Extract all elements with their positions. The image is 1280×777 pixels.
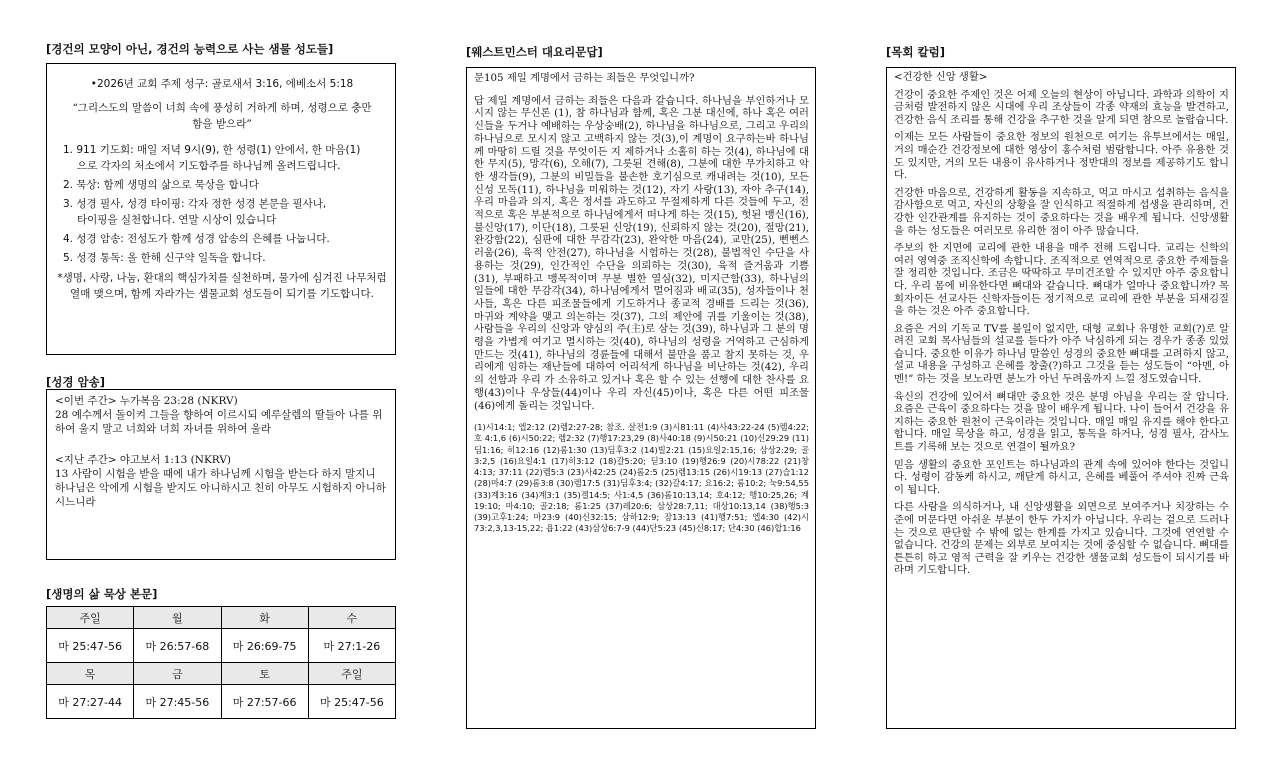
column-paragraph: 이제는 모든 사람들이 중요한 정보의 원천으로 여기는 유투브에서는 매일, 거의 매순간 건강정보에 대한 영상이 홍수처럼 범람합니다. 아주 유용한 것도 있지만, 거의 모든 내용이 유사하거나 정반대의 정보를 제공하기도 합니다.: [894, 131, 1229, 182]
pastor-column-box: [886, 67, 1236, 729]
theme-item-text: 4. 성경 암송: 전성도가 함께 성경 암송의 은혜를 나눕니다.: [63, 233, 330, 245]
theme-item-transcription: [63, 196, 387, 228]
last-week-verse-reference: <지난 주간> 야고보서 1:13 (NKRV): [55, 453, 232, 466]
theme-item-text: 1. 911 기도회: 매일 저녁 9시(9), 한 성령(1) 안에서, 한 마음(1): [63, 144, 361, 156]
catechism-header: [웨스트민스터 대요리문답]: [466, 45, 603, 59]
passage-cell: 마 27:27-44: [47, 685, 134, 719]
passage-cell: 마 27:1-26: [308, 629, 395, 663]
column-paragraph: 건강한 마음으로, 건강하게 활동을 지속하고, 먹고 마시고 섭취하는 음식을 감사함으로 먹고, 자신의 상황을 잘 인식하고 적절하게 섭생을 관리하며, 건강한 인간관계를 유지하는 것이 중요하다는 것을 배우게 됩니다. 신앙생활을 하는 성도들은 여러모로 유리한 점이 아주 많습니다.: [894, 186, 1229, 237]
day-cell: 주일: [308, 663, 395, 685]
meditation-header: [생명의 삶 묵상 본문]: [46, 587, 158, 601]
theme-item-text: 2. 묵상: 함께 생명의 삶으로 묵상을 합니다: [63, 179, 259, 191]
theme-item-subtext: 타이핑을 실천합니다. 연말 시상이 있습니다: [77, 214, 277, 226]
day-cell: 주일: [47, 607, 134, 629]
pastor-column-header: [목회 칼럼]: [886, 45, 945, 59]
meditation-schedule-table: [46, 606, 396, 719]
table-row: [47, 607, 396, 629]
day-cell: 수: [308, 607, 395, 629]
passage-cell: 마 25:47-56: [308, 685, 395, 719]
passage-cell: 마 27:45-56: [134, 685, 221, 719]
column-paragraph: 건강이 중요한 주제인 것은 어제 오늘의 현상이 아닙니다. 과학과 의학이 지금처럼 발전하지 않은 시대에 우리 조상들이 각종 약재의 효능을 발견하고, 건강한 음식 조리를 통해 건강을 추구한 것을 알게 되면 참으로 놀랍습니다.: [894, 88, 1229, 126]
theme-verse-quote: “그리스도의 말씀이 너희 속에 풍성히 거하게 하며, 성령으로 충만함을 받으라”: [72, 102, 372, 130]
passage-cell: 마 26:57-68: [134, 629, 221, 663]
theme-item-text: 5. 성경 통독: 올 한해 신구약 일독을 합니다.: [63, 252, 266, 264]
theme-item-text: 3. 성경 필사, 성경 타이핑: 각자 정한 성경 본문을 필사나,: [63, 198, 327, 210]
column-paragraph: 믿음 생활의 중요한 포인트는 하나님과의 관계 속에 있어야 한다는 것입니다. 성령이 감동케 하시고, 깨닫게 하시고, 은혜를 베풀어 주셔야 진짜 근육이 됩니다.: [894, 458, 1229, 496]
theme-item-memorization: [63, 231, 387, 247]
passage-cell: 마 27:57-66: [221, 685, 308, 719]
day-cell: 금: [134, 663, 221, 685]
verse-memory-header: [성경 암송]: [46, 375, 105, 389]
table-row: [47, 663, 396, 685]
day-cell: 월: [134, 607, 221, 629]
verse-memory-box: [46, 389, 396, 560]
passage-cell: 마 26:69-75: [221, 629, 308, 663]
catechism-box: [466, 67, 816, 729]
catechism-question: 문105 제일 계명에서 금하는 죄들은 무엇입니까?: [474, 72, 695, 84]
table-row: [47, 629, 396, 663]
column-paragraph: 다른 사람을 의식하거나, 내 신앙생활을 외면으로 보여주거나 치장하는 수준에 머문다면 아쉬운 부분이 한두 가지가 아닙니다. 우리는 겉으로 드러나는 것으로 판단할 수 밖에 없는 한계를 가지고 있습니다. 그것에 연연할 수 없습니다. 건강의 문제는 외부로 보여지는 것에 중심할 수 없습니다. 뼈대를 튼튼히 하고 영적 근력을 잘 키우는 건강한 샘물교회 성도들이 되시기를 바라며 기도합니다.: [894, 501, 1229, 577]
church-theme-box: [46, 63, 396, 355]
theme-item-prayer: [63, 142, 387, 174]
theme-item-reading: [63, 250, 387, 266]
column-title: <건강한 신앙 생활>: [894, 71, 988, 83]
catechism-references: (1)시14:1; 엡2:12 (2)렘2:27-28; 참조. 살전1:9 (3)시81:11 (4)사43:22-24 (5)렘4:22; 호 4:1,6 (6)시50:22; 렘2:32 (7)행17:23,29 (8)사40:18 (9)시50:21 (10)신29:29 (11)딤1:16; 히12:16 (12)롬1:30 (13)딤후3:2 (14)빌2:21 (15)요일2:15,16; 삼상2:29; 골3:2,5 (16)요일4:1 (17)히3:12 (18)갈5:20; 딛3:10 (19)행26:9 (20)시78:22 (21)창4:13; 37:11 (22)렘5:3 (23)사42:25 (24)롬2:5 (25)렘13:15 (26)시19:13 (27)습1:12 (28)마4:7 (29)롬3:8 (30)렘17:5 (31)딤후3:4; (32)갈4:17; 요16:2; 롬10:2; 눅9:54,55 (33)계3:16 (34)계3:1 (35)겔14:5; 사1:4,5 (36)롬10:13,14; 호4:12; 행10:25,26; 계19:10; 마4:10; 골2:18; 롬1:25 (37)레20:6; 삼상28:7,11; 대상10:13,14 (38)행5:3 (39)고후1:24; 마23:9 (40)신32:15; 삼하12:9; 잠13:13 (41)행7:51; 엡4:30 (42)시73:2,3,13-15,22; 욥1:22 (43)삼상6:7-9 (44)단5:23 (45)신8:17; 단4:30 (46)합1:16: [474, 422, 809, 534]
day-cell: 목: [47, 663, 134, 685]
table-row: [47, 685, 396, 719]
theme-verse-title: •2026년 교회 주제 성구: 골로새서 3:16, 에베소서 5:18: [90, 78, 354, 90]
theme-core-values-note: *생명, 사랑, 나눔, 환대의 핵심가치를 실천하며, 물가에 심겨진 나무처럼 열매 맺으며, 함께 자라가는 샘물교회 성도들이 되기를 기도합니다.: [57, 272, 387, 300]
catechism-answer: 답 제일 계명에서 금하는 죄들은 다음과 같습니다. 하나님을 부인하거나 모시지 않는 무신론 (1), 참 하나님과 함께, 혹은 그분 대신에, 하나 혹은 여러 신들을 두거나 예배하는 우상숭배(2), 하나님을 하나님으로, 그리고 우리의 하나님으로 모시지 않고 고백하지 않는 것(3),이 계명이 요구하는바 하나님께 마땅히 드릴 것을 무엇이든 지 제하거나 소홀히 하는 것(4), 하나님에 대한 무지(5), 망각(6), 오해(7), 그릇된 견해(8), 그분에 대한 무가치하고 악한 생각들(9), 그분의 비밀들을 불손한 호기심으로 캐내려는 것(10), 모든 신성 모독(11), 하나님을 미워하는 것(12), 자기 사랑(13), 자아 추구(14), 우리 마음과 의지, 혹은 정서를 과도하고 무절제하게 다른 것들에 두고, 전적으로 혹은 부분적으로 하나님에게서 떠나게 하는 것(15), 헛된 맹신(16), 불신앙(17), 이단(18), 그릇된 신앙(19), 신뢰하지 않는 것(20), 절망(21), 완강함(22), 심판에 대한 무감각(23), 완악한 마음(24), 교만(25), 뻔뻔스러움(26), 육적 안전(27), 하나님을 시험하는 것(28), 불법적인 수단을 사용하는 것(29), 인간적인 수단을 의뢰하는 것(30), 육적 즐거움과 기쁨(31), 부패하고 맹목적이며 무분 별한 열심(32), 미지근함(33), 하나님의 일들에 대한 무감각(34), 하나님에게서 멀어짐과 배교(35), 성자들이나 천사들, 혹은 다른 피조물들에게 기도하거나 종교적 경배를 드리는 것(36), 마귀와 계약을 맺고 의논하는 것(37), 그의 제안에 귀를 기울이는 것(38), 사람들을 우리의 신앙과 양심의 주(主)로 삼는 것(39), 하나님과 그 분의 명령을 가볍게 여기고 멸시하는 것(40), 하나님의 성령을 거역하고 근심하게 만드는 것(41), 하나님의 경륜들에 대해서 불만을 품고 참지 못하는 것, 우리에게 임하는 재난들에 대하여 어리석게 하나님을 비난하는 것(42), 우리의 선함과 우리 가 소유하고 있거나 혹은 할 수 있는 선행에 대한 찬사를 요행(43)이나 우상들(44)이나 우리 자신(45)이나, 혹은 다른 어떤 피조물(46)에게 돌리는 것입니다.: [474, 94, 809, 412]
day-cell: 토: [221, 663, 308, 685]
last-week-verse-text: 13 사람이 시험을 받을 때에 내가 하나님께 시험을 받는다 하지 말지니 하나님은 악에게 시험을 받지도 아니하시고 친히 아무도 시험하지 아니하시느니라: [55, 467, 386, 509]
this-week-verse-text: 28 예수께서 돌이켜 그들을 향하여 이르시되 예루살렘의 딸들아 나를 위하여 울지 말고 너희와 너희 자녀를 위하여 울라: [55, 409, 383, 436]
day-cell: 화: [221, 607, 308, 629]
theme-section-header: [경건의 모양이 아닌, 경건의 능력으로 사는 샘물 성도들]: [46, 42, 334, 56]
column-paragraph: 육신의 건강에 있어서 뼈대만 중요한 것은 분명 아님을 우리는 잘 압니다. 요즘은 근육이 중요하다는 것을 많이 배우게 됩니다. 나이 들어서 건강을 유지하는 중요한 원천이 근육이라는 것입니다. 매일 매일 유지를 해야 한다고 합니다. 매일 묵상을 하고, 성경을 읽고, 통독을 하거나, 성경 필사, 감사노트를 기록해 보는 것으로 연결이 될까요?: [894, 390, 1229, 454]
column-paragraph: 주보의 한 지면에 교리에 관한 내용을 매주 전해 드립니다. 교리는 신학의 여러 영역중 조직신학에 속합니다. 조직적으로 연역적으로 중요한 주제들을 잘 정리한 것입니다. 조금은 딱딱하고 무미건조할 수 있지만 아주 중요합니다. 우리 몸에 비유한다면 뼈대와 같습니다. 뼈대가 얼마나 중요합니까? 목회자이든 선교사든 신학자들이든 정기적으로 교리에 관한 부분을 되새김질을 하는 것은 아주 중요합니다.: [894, 242, 1229, 318]
theme-item-meditation: [63, 177, 387, 193]
passage-cell: 마 25:47-56: [47, 629, 134, 663]
theme-item-subtext: 으로 각자의 처소에서 기도합주를 하나님께 올려드립니다.: [77, 160, 341, 172]
column-paragraph: 요즘은 거의 기독교 TV를 볼일이 없지만, 대형 교회나 유명한 교회(?)로 알려진 교회 목사님들의 설교를 듣다가 아주 낙심하게 되는 경우가 종종 있었습니다. 중요한 이유가 하나님 말씀인 성경의 중요한 뼈대를 고려하지 않고, 설교 내용을 구성하고 은혜를 창출(?)하고 그것을 듣는 성도들이 “아멘, 아멘!” 하는 것을 보노라면 분노가 아닌 두려움까지 느낄 정도였습니다.: [894, 322, 1229, 386]
this-week-verse-reference: <이번 주간> 누가복음 23:28 (NKRV): [55, 395, 238, 407]
